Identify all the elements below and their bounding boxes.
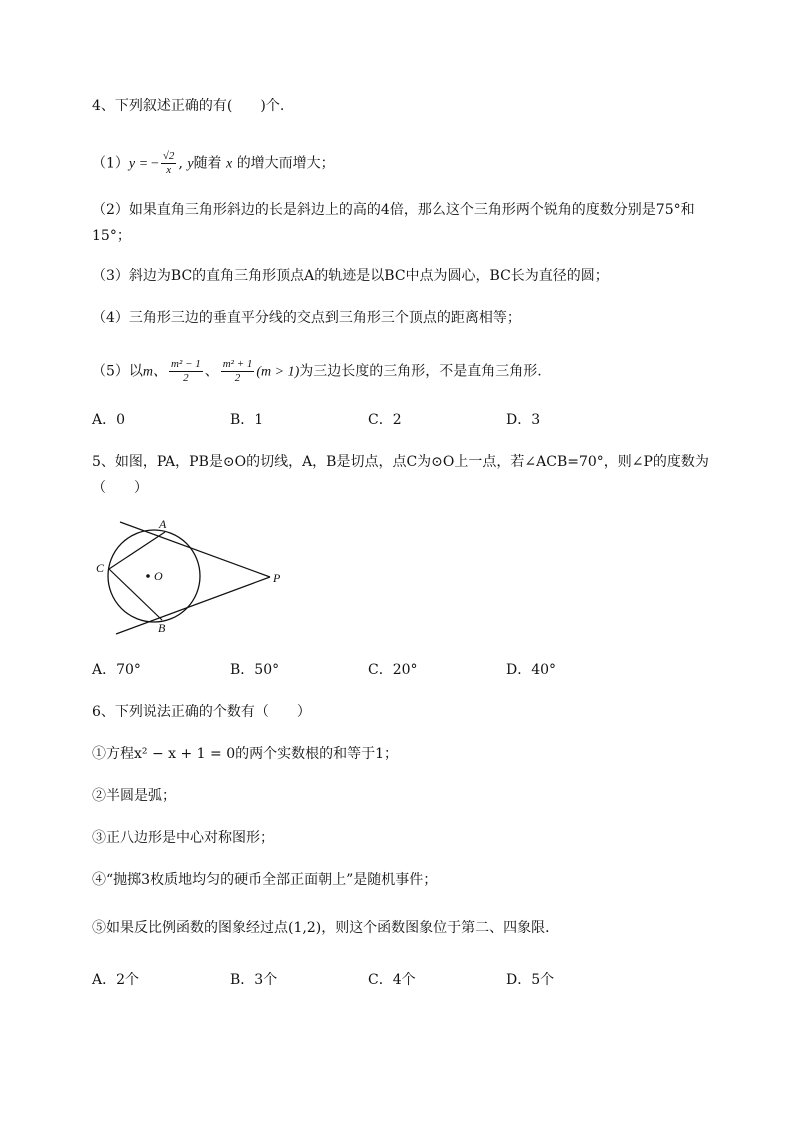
q6-item-5: ⑤如果反比例函数的图象经过点(1,2)，则这个函数图象位于第二、四象限． xyxy=(92,920,560,936)
q4-s5-fraction-1 xyxy=(169,358,203,385)
q4-choice-d[interactable]: D．3 xyxy=(506,412,541,428)
q4-statement-5 xyxy=(92,358,542,385)
q4-statement-3: （3）斜边为BC的直角三角形顶点A的轨迹是以BC中点为圆心，BC长为直径的圆； xyxy=(92,268,609,284)
q5-stem-line2: （ ） xyxy=(92,480,148,496)
q6-choices xyxy=(92,970,692,990)
q4-choices xyxy=(92,410,692,430)
chord-ca xyxy=(109,532,165,569)
q5-figure xyxy=(92,514,292,640)
q4-s5-fraction-2 xyxy=(221,358,255,385)
q6-item-4: ④“抛掷3枚质地均匀的硬币全部正面朝上”是随机事件； xyxy=(92,872,438,888)
q4-choice-a[interactable]: A．0 xyxy=(92,412,126,428)
q4-s5-num1: m² − 1 xyxy=(171,358,201,370)
q4-s1-eq: = − xyxy=(139,156,159,172)
q4-s5-num2: m² + 1 xyxy=(222,358,253,370)
q5-choice-c[interactable]: C．20° xyxy=(368,662,418,678)
q5-choices xyxy=(92,660,692,680)
q5-stem-line1: 5、如图，PA，PB是⊙O的切线，A，B是切点，点C为⊙O上一点，若∠ACB=70°，则∠P的度数为 xyxy=(92,454,709,470)
q4-s1-num: √2 xyxy=(162,150,175,162)
q4-statement-2-line2: 15°； xyxy=(92,228,131,244)
q4-s1-tail1: 随着 xyxy=(193,155,222,172)
q4-s1-tail2: 的增大而增大； xyxy=(236,155,335,172)
q4-s1-tail-var: y xyxy=(187,156,194,172)
q4-s1-den: x xyxy=(166,164,172,176)
q4-s5-label: （5）以 xyxy=(92,363,143,380)
q6-item-3: ③正八边形是中心对称图形； xyxy=(92,830,274,846)
q5-choice-d[interactable]: D．40° xyxy=(506,662,557,678)
label-c: C xyxy=(96,561,105,575)
q6-choice-b[interactable]: B．3个 xyxy=(230,972,278,988)
q6-choice-d[interactable]: D．5个 xyxy=(506,972,555,988)
q6-stem: 6、下列说法正确的个数有（ ） xyxy=(92,704,311,720)
q4-stem: 4、下列叙述正确的有( )个. xyxy=(92,98,285,114)
tangent-pa xyxy=(120,522,270,577)
q6-item-2: ②半圆是弧； xyxy=(92,788,176,804)
q4-statement-2-line1: （2）如果直角三角形斜边的长是斜边上的高的4倍，那么这个三角形两个锐角的度数分别是75°和 xyxy=(92,202,695,218)
q4-choice-b[interactable]: B．1 xyxy=(230,412,264,428)
q6-choice-c[interactable]: C．4个 xyxy=(368,972,416,988)
q4-s5-den2: 2 xyxy=(234,372,241,384)
q6-item-1: ①方程x² − x + 1 = 0的两个实数根的和等于1； xyxy=(92,746,399,762)
q4-s5-cond: (m > 1) xyxy=(256,364,300,380)
q6-choice-a[interactable]: A．2个 xyxy=(92,972,140,988)
q4-s5-den1: 2 xyxy=(183,372,189,384)
q4-s5-m: m、 xyxy=(142,364,168,380)
center-dot xyxy=(146,574,150,578)
label-b: B xyxy=(158,621,166,635)
q4-statement-1: （1）y = − $\frac{√2}{x}$ , y随着 x 的增大而增大； xyxy=(92,150,335,176)
label-o: O xyxy=(154,569,163,583)
q4-s1-x: x xyxy=(226,156,233,172)
q4-s5-tail: 为三边长度的三角形，不是直角三角形. xyxy=(299,363,542,380)
label-a: A xyxy=(159,517,167,531)
q4-s1-fraction xyxy=(161,150,177,177)
q5-choice-a[interactable]: A．70° xyxy=(92,662,141,678)
label-p: P xyxy=(273,571,281,585)
q4-statement-4: （4）三角形三边的垂直平分线的交点到三角形三个顶点的距离相等； xyxy=(92,310,521,326)
tangent-pb xyxy=(116,577,270,634)
q4-s1-y: y xyxy=(128,156,136,172)
q5-choice-b[interactable]: B．50° xyxy=(230,662,280,678)
q4-choice-c[interactable]: C．2 xyxy=(368,412,402,428)
q4-s5-sep: 、 xyxy=(204,363,219,380)
q4-s1-label: （1） xyxy=(92,155,129,172)
